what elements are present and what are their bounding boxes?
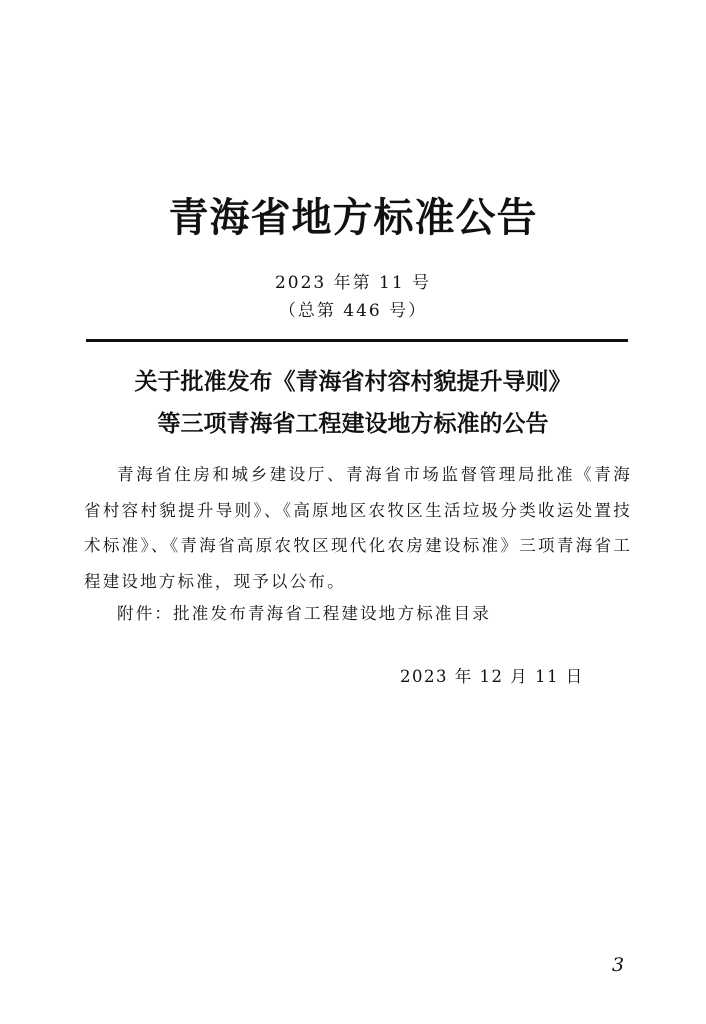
bulletin-title: 青海省地方标准公告 — [168, 194, 538, 241]
notice-subject-line1: 关于批准发布《青海省村容村貌提升导则》 — [134, 368, 572, 395]
issue-total: （总第 446 号） — [278, 301, 428, 321]
issue-number: 2023 年第 11 号 — [274, 273, 432, 293]
title-divider — [86, 339, 628, 342]
page-number: 3 — [612, 954, 625, 976]
notice-subject-line2: 等三项青海省工程建设地方标准的公告 — [157, 410, 549, 437]
notice-attachment: 附件：批准发布青海省工程建设地方标准目录 — [117, 604, 491, 623]
notice-body: 青海省住房和城乡建设厅、青海省市场监督管理局批准《青海省村容村貌提升导则》、《高原地区农牧区生活垃圾分类收运处置技术标准》、《青海省高原农牧区现代化农房建设标准》三项青海省工程建设地方标准，现予以公布。 — [84, 465, 632, 591]
notice-date: 2023 年 12 月 11 日 — [400, 667, 584, 686]
